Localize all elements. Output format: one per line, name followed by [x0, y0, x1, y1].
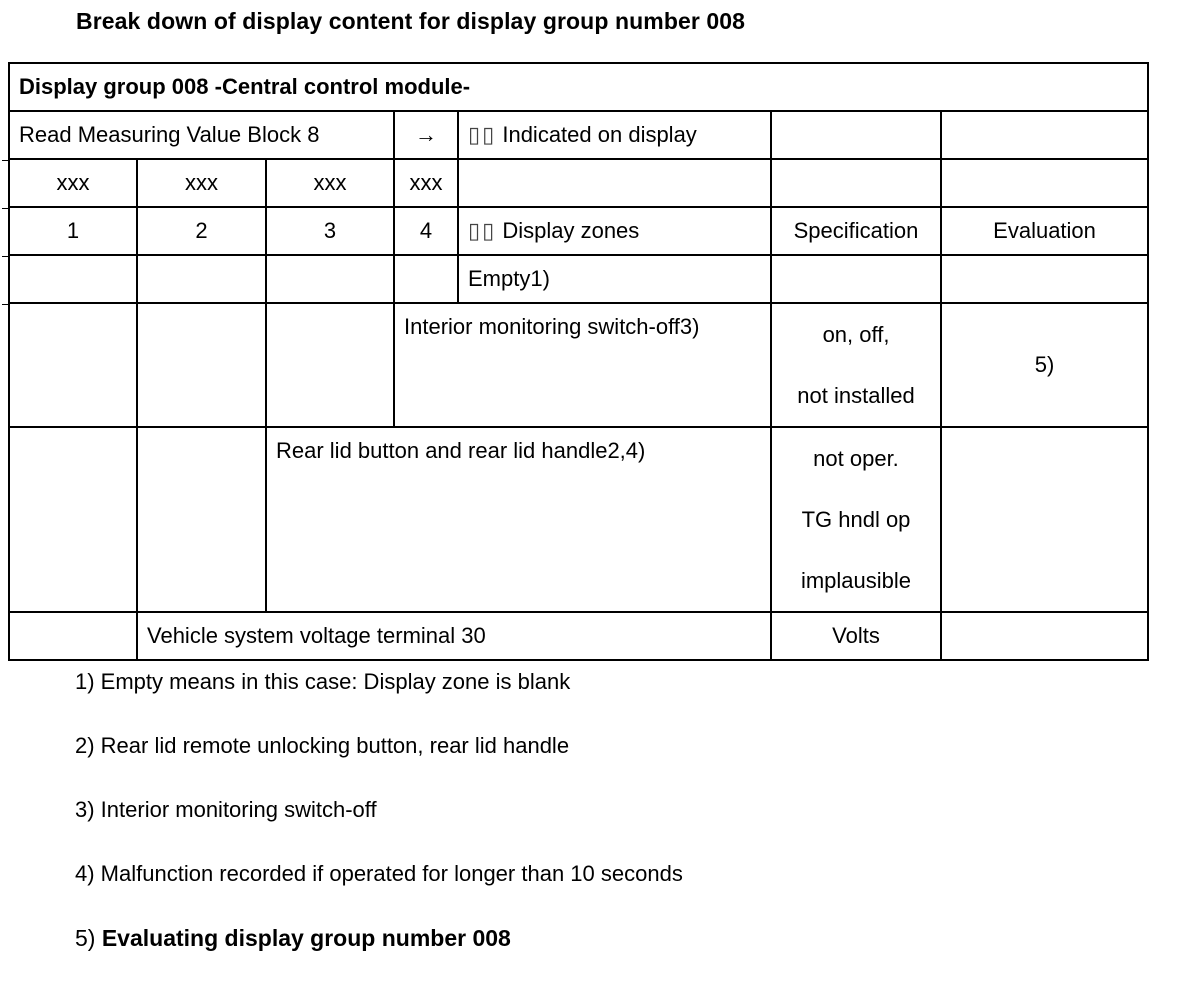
empty-cell	[137, 303, 266, 427]
empty-cell	[941, 612, 1148, 660]
box-marker-icon: ▯▯	[468, 218, 497, 243]
empty-cell	[266, 255, 394, 303]
evaluation-header: Evaluation	[941, 207, 1148, 255]
empty-cell	[394, 255, 458, 303]
box-marker-icon: ▯▯	[468, 122, 497, 147]
spec-value: not installed	[797, 383, 915, 408]
empty-cell	[941, 255, 1148, 303]
footnote-2: 2) Rear lid remote unlocking button, rear lid handle	[75, 733, 570, 758]
voltage-cell: Vehicle system voltage terminal 30	[137, 612, 771, 660]
empty-cell	[137, 427, 266, 612]
voltage-spec-cell: Volts	[771, 612, 941, 660]
arrow-cell: →	[394, 111, 458, 159]
table-header: Display group 008 -Central control module-	[9, 63, 1148, 111]
zone-number: 3	[266, 207, 394, 255]
display-zones-label: Display zones	[502, 218, 640, 243]
empty-cell	[771, 111, 941, 159]
empty-cell	[9, 255, 137, 303]
display-group-table	[8, 62, 1149, 661]
empty-cell	[266, 303, 394, 427]
spec-value: on, off,	[822, 322, 890, 347]
empty-cell	[9, 303, 137, 427]
xxx-cell: xxx	[9, 159, 137, 207]
page-title: Break down of display content for display group number 008	[76, 8, 746, 34]
footnote-1: 1) Empty means in this case: Display zone is blank	[75, 669, 571, 694]
spec-value: implausible	[800, 568, 912, 593]
xxx-cell: xxx	[137, 159, 266, 207]
spec-value: not oper.	[813, 446, 899, 471]
footnote-5-number: 5)	[75, 925, 96, 951]
indicated-label: Indicated on display	[502, 122, 697, 147]
specification-header: Specification	[771, 207, 941, 255]
footnote-4: 4) Malfunction recorded if operated for longer than 10 seconds	[75, 861, 683, 886]
empty-cell	[771, 159, 941, 207]
footnote-5-text: Evaluating display group number 008	[101, 925, 511, 951]
xxx-cell: xxx	[266, 159, 394, 207]
empty-cell	[771, 255, 941, 303]
empty-cell	[137, 255, 266, 303]
read-block-label: Read Measuring Value Block 8	[9, 111, 394, 159]
empty-cell	[941, 159, 1148, 207]
empty-cell	[941, 111, 1148, 159]
xxx-cell: xxx	[394, 159, 458, 207]
empty-cell	[9, 427, 137, 612]
zone-number: 2	[137, 207, 266, 255]
zone-number: 1	[9, 207, 137, 255]
rear-lid-cell: Rear lid button and rear lid handle2,4)	[266, 427, 771, 612]
footnote-3: 3) Interior monitoring switch-off	[75, 797, 377, 822]
interior-monitoring-cell: Interior monitoring switch-off3)	[394, 303, 771, 427]
footnotes	[75, 664, 683, 984]
empty-cell	[458, 159, 771, 207]
spec-value: TG hndl op	[801, 507, 911, 532]
empty-cell	[941, 427, 1148, 612]
zone-number: 4	[394, 207, 458, 255]
footnote-5	[75, 920, 683, 984]
interior-spec-cell	[771, 303, 941, 427]
indicated-cell	[458, 111, 771, 159]
interior-evaluation-cell: 5)	[941, 303, 1148, 427]
empty-cell	[9, 612, 137, 660]
display-zones-cell	[458, 207, 771, 255]
rear-lid-spec-cell	[771, 427, 941, 612]
empty-zone-cell: Empty1)	[458, 255, 771, 303]
